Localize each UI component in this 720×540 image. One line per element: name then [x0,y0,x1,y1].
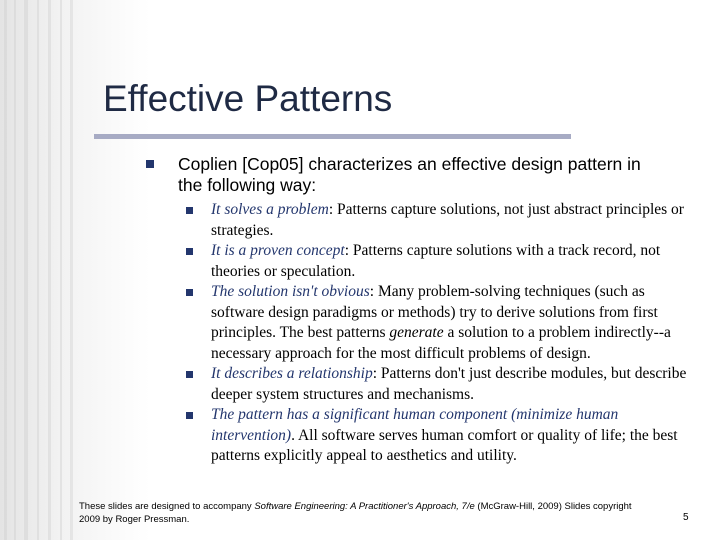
sub-bullet-separator: : [369,283,378,300]
square-bullet-icon [186,289,193,296]
sub-bullet-list [211,200,691,467]
sub-bullet-text: All software serves human comfort or quality of life; the best patterns explicitly appeal to aesthetics and utility. [211,426,678,464]
square-bullet-icon [186,371,193,378]
footer-text: These slides are designed to accompany [79,501,255,512]
square-bullet-icon [186,207,193,214]
sub-bullet-item [211,364,691,405]
sub-bullet-lead: It describes a relationship [211,365,373,382]
title-underline [94,134,571,139]
sub-bullet-lead: The solution isn't obvious [211,283,370,300]
sub-bullet-separator: : [372,365,381,382]
sub-bullet-separator: : [328,201,337,218]
sub-bullet-item [211,282,691,364]
sub-bullet-text: Many problem-solving techniques (such as software design paradigms or methods) try to derive solutions from first principles. The best patterns [211,283,658,341]
footer-text: (McGraw-Hill, 2009) Slides copyright 2009 by Roger Pressman. [79,501,632,525]
sub-bullet-emphasis: generate [389,324,444,341]
sub-bullet-separator: . [291,426,298,444]
square-bullet-icon [146,160,154,168]
sub-bullet-text: Patterns capture solutions with a track record, not theories or speculation. [211,242,661,280]
sub-bullet-item [211,200,691,241]
square-bullet-icon [186,412,193,419]
sub-bullet-lead: It is a proven concept [211,242,345,259]
square-bullet-icon [186,248,193,255]
sub-bullet-text: Patterns capture solutions, not just abstract principles or strategies. [211,201,684,239]
footer-copyright [79,500,639,526]
sub-bullet-item [211,241,691,282]
decorative-background [0,0,80,540]
sub-bullet-text: a solution to a problem indirectly--a necessary approach for the most difficult problems of design. [211,324,671,362]
sub-bullet-lead: It solves a problem [211,201,329,218]
main-bullet-text: Coplien [Cop05] characterizes an effective design pattern in the following way: [178,154,641,195]
slide-title: Effective Patterns [103,78,393,119]
sub-bullet-lead: The pattern has a significant human component (minimize human intervention) [211,406,619,444]
footer-book-title: Software Engineering: A Practitioner's Approach, 7/e [254,501,475,512]
sub-bullet-item [211,405,691,467]
sub-bullet-separator: : [344,242,353,259]
sub-bullet-text: Patterns don't just describe modules, but describe deeper system structures and mechanisms. [211,365,687,403]
page-number: 5 [683,512,689,523]
